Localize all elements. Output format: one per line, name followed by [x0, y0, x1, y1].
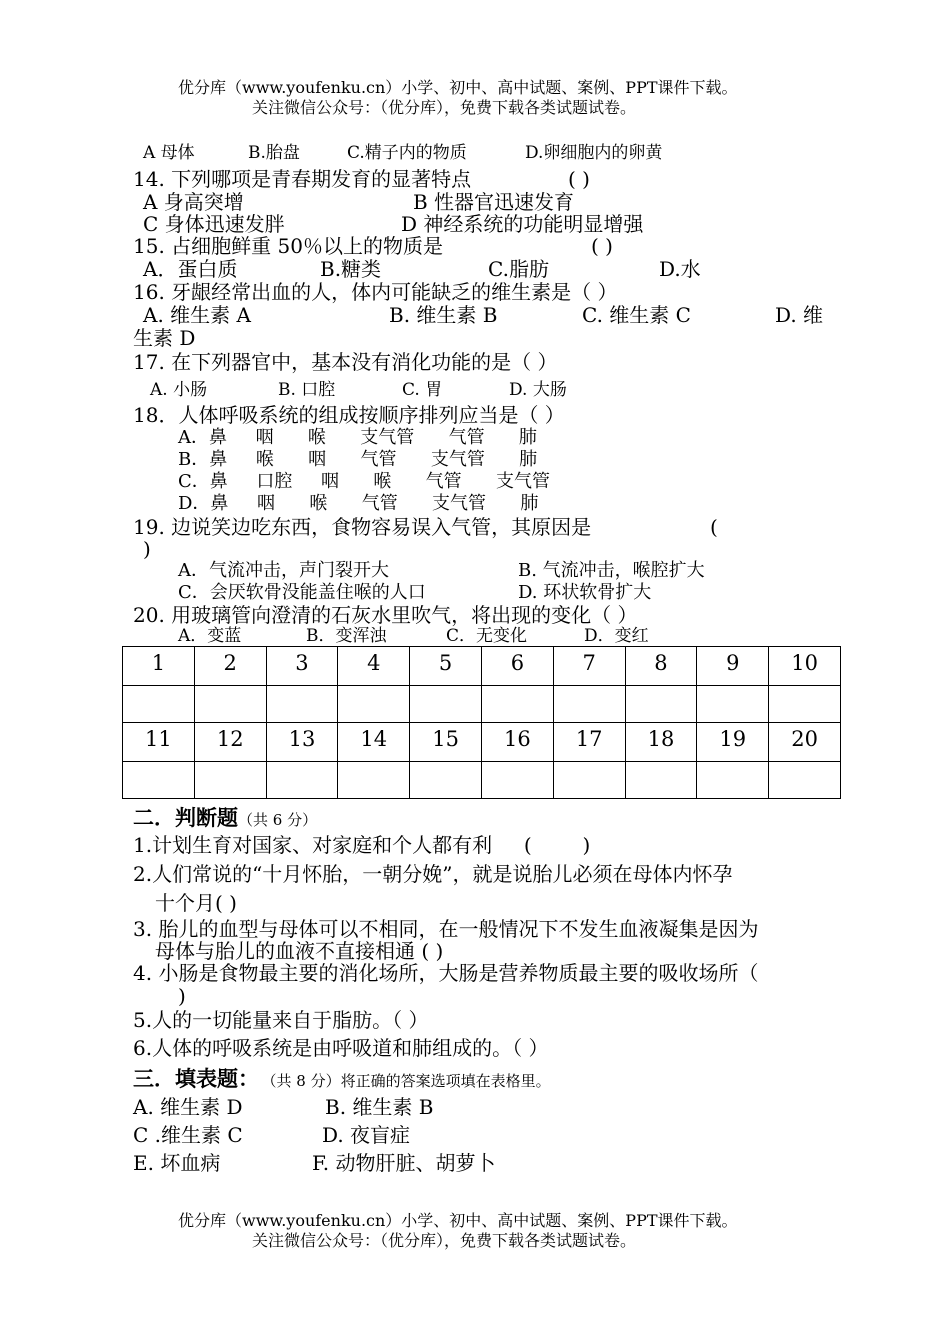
judge-item-5: 5.人的一切能量来自于脂肪。（ ） — [133, 1008, 429, 1032]
q18-stem: 18．人体呼吸系统的组成按顺序排列应当是（ ） — [133, 403, 565, 427]
footer-line-2: 关注微信公众号：（优分库），免费下载各类试题试卷。 — [252, 1231, 637, 1250]
answer-number-15: 15 — [410, 723, 482, 762]
header-line-2: 关注微信公众号：（优分库），免费下载各类试题试卷。 — [252, 98, 637, 117]
judge-item-1: 1.计划生育对国家、对家庭和个人都有利 ( ) — [133, 833, 591, 857]
answer-cell[interactable] — [266, 762, 338, 799]
answer-number-11: 11 — [123, 723, 195, 762]
q16-option-b: B. 维生素 B — [389, 303, 498, 327]
q17-option-a: A. 小肠 — [150, 380, 208, 400]
answer-cell[interactable] — [338, 762, 410, 799]
answer-cell[interactable] — [697, 686, 769, 723]
q14-option-b: B 性器官迅速发育 — [413, 190, 575, 214]
answer-number-4: 4 — [338, 647, 410, 686]
section2-heading — [133, 807, 317, 828]
fill-option-f: F. 动物肝脏、胡萝卜 — [312, 1151, 496, 1175]
answer-number-14: 14 — [338, 723, 410, 762]
q20-option-c: C．无变化 — [446, 626, 528, 646]
q19-option-a: A．气流冲击，声门裂开大 — [178, 560, 389, 581]
answer-number-10: 10 — [769, 647, 841, 686]
answer-number-18: 18 — [625, 723, 697, 762]
answer-cell[interactable] — [625, 686, 697, 723]
fill-option-a: A. 维生素 D — [133, 1095, 243, 1119]
q16-option-c: C. 维生素 C — [582, 303, 691, 327]
answer-cell[interactable] — [338, 686, 410, 723]
q13-option-a: A 母体 — [143, 143, 195, 163]
section2-score: （共 6 分） — [238, 811, 318, 829]
answer-cell[interactable] — [123, 686, 195, 723]
answer-blank-row-2 — [123, 762, 841, 799]
answer-number-6: 6 — [481, 647, 553, 686]
q19-option-d: D. 环状软骨扩大 — [518, 582, 652, 603]
answer-number-9: 9 — [697, 647, 769, 686]
answer-number-20: 20 — [769, 723, 841, 762]
q20-option-b: B．变浑浊 — [306, 626, 387, 646]
answer-number-8: 8 — [625, 647, 697, 686]
q17-option-c: C. 胃 — [402, 380, 443, 400]
q19-option-c: C．会厌软骨没能盖住喉的人口 — [178, 582, 426, 603]
answer-table-header-row-2 — [123, 723, 841, 762]
answer-blank-row-1 — [123, 686, 841, 723]
answer-cell[interactable] — [410, 762, 482, 799]
answer-number-13: 13 — [266, 723, 338, 762]
answer-cell[interactable] — [697, 762, 769, 799]
q16-stem: 16. 牙龈经常出血的人，体内可能缺乏的维生素是（ ） — [133, 280, 618, 304]
answer-cell[interactable] — [769, 762, 841, 799]
q20-option-d: D．变红 — [584, 626, 649, 646]
judge-item-2-wrap: 十个月( ) — [155, 891, 237, 915]
q16-option-d-wrap: 生素 D — [133, 326, 196, 350]
section3-heading — [133, 1068, 551, 1089]
answer-cell[interactable] — [481, 762, 553, 799]
judge-item-2: 2.人们常说的“十月怀胎，一朝分娩”，就是说胎儿必须在母体内怀孕 — [133, 862, 733, 886]
q16-option-a: A. 维生素 A — [143, 303, 251, 327]
section2-title: 二．判断题 — [133, 805, 238, 830]
answer-number-7: 7 — [553, 647, 625, 686]
q15-option-c: C.脂肪 — [488, 257, 549, 281]
q17-stem: 17. 在下列器官中，基本没有消化功能的是（ ） — [133, 350, 558, 374]
q20-option-a: A．变蓝 — [178, 626, 242, 646]
q18-option-a: A．鼻 咽 喉 支气管 气管 肺 — [178, 427, 537, 448]
q13-option-d: D.卵细胞内的卵黄 — [525, 143, 663, 163]
answer-table-header-row-1 — [123, 647, 841, 686]
q15-paren: ( ) — [591, 234, 613, 258]
answer-cell[interactable] — [266, 686, 338, 723]
answer-cell[interactable] — [553, 686, 625, 723]
q18-option-d: D．鼻 咽 喉 气管 支气管 肺 — [178, 493, 539, 514]
answer-cell[interactable] — [625, 762, 697, 799]
answer-number-19: 19 — [697, 723, 769, 762]
q13-option-c: C.精子内的物质 — [347, 143, 467, 163]
answer-number-17: 17 — [553, 723, 625, 762]
q17-option-d: D. 大肠 — [509, 380, 567, 400]
q14-stem: 14. 下列哪项是青春期发育的显著特点 — [133, 167, 472, 191]
judge-item-6: 6.人体的呼吸系统是由呼吸道和肺组成的。（ ） — [133, 1036, 549, 1060]
section3-title: 三．填表题： — [133, 1066, 259, 1091]
q19-stem: 19. 边说笑边吃东西，食物容易误入气管，其原因是 — [133, 515, 592, 539]
q18-option-c: C．鼻 口腔 咽 喉 气管 支气管 — [178, 471, 550, 492]
q18-option-b: B．鼻 喉 咽 气管 支气管 肺 — [178, 449, 538, 470]
fill-option-c: C .维生素 C — [133, 1123, 243, 1147]
q14-option-a: A 身高突增 — [143, 190, 244, 214]
judge-item-4-wrap: ) — [178, 984, 186, 1008]
answer-number-12: 12 — [194, 723, 266, 762]
q15-option-d: D.水 — [659, 257, 701, 281]
q15-stem: 15. 占细胞鲜重 50％以上的物质是 — [133, 234, 443, 258]
answer-number-2: 2 — [194, 647, 266, 686]
q19-option-b: B. 气流冲击，喉腔扩大 — [518, 560, 705, 581]
fill-option-d: D. 夜盲症 — [322, 1123, 411, 1147]
q13-option-b: B.胎盘 — [248, 143, 300, 163]
q19-paren-close: ) — [143, 537, 151, 561]
q14-paren: ( ) — [568, 167, 590, 191]
answer-number-5: 5 — [410, 647, 482, 686]
answer-cell[interactable] — [769, 686, 841, 723]
q16-option-d: D. 维 — [775, 303, 824, 327]
answer-cell[interactable] — [123, 762, 195, 799]
answer-cell[interactable] — [481, 686, 553, 723]
fill-option-b: B. 维生素 B — [325, 1095, 434, 1119]
q19-paren-open: ( — [710, 515, 718, 539]
q15-option-b: B.糖类 — [320, 257, 382, 281]
answer-cell[interactable] — [410, 686, 482, 723]
section3-note: （共 8 分）将正确的答案选项填在表格里。 — [269, 1072, 551, 1090]
judge-item-3: 3. 胎儿的血型与母体可以不相同，在一般情况下不发生血液凝集是因为 — [133, 917, 759, 941]
q20-stem: 20. 用玻璃管向澄清的石灰水里吹气，将出现的变化（ ） — [133, 603, 638, 627]
q17-option-b: B. 口腔 — [278, 380, 336, 400]
answer-cell[interactable] — [553, 762, 625, 799]
answer-number-3: 3 — [266, 647, 338, 686]
answer-number-1: 1 — [123, 647, 195, 686]
judge-item-3-wrap: 母体与胎儿的血液不直接相通 ( ) — [155, 939, 444, 963]
judge-item-4: 4. 小肠是食物最主要的消化场所，大肠是营养物质最主要的吸收场所（ — [133, 961, 759, 985]
footer-line-1: 优分库（www.youfenku.cn）小学、初中、高中试题、案例、PPT课件下载。 — [178, 1211, 738, 1230]
q14-option-d: D 神经系统的功能明显增强 — [401, 212, 644, 236]
answer-cell[interactable] — [194, 762, 266, 799]
fill-option-e: E. 坏血病 — [133, 1151, 221, 1175]
answer-number-16: 16 — [481, 723, 553, 762]
answer-cell[interactable] — [194, 686, 266, 723]
header-line-1: 优分库（www.youfenku.cn）小学、初中、高中试题、案例、PPT课件下载。 — [178, 78, 738, 97]
q14-option-c: C 身体迅速发胖 — [143, 212, 285, 236]
answer-table — [122, 646, 841, 799]
q15-option-a: A．蛋白质 — [143, 257, 238, 281]
